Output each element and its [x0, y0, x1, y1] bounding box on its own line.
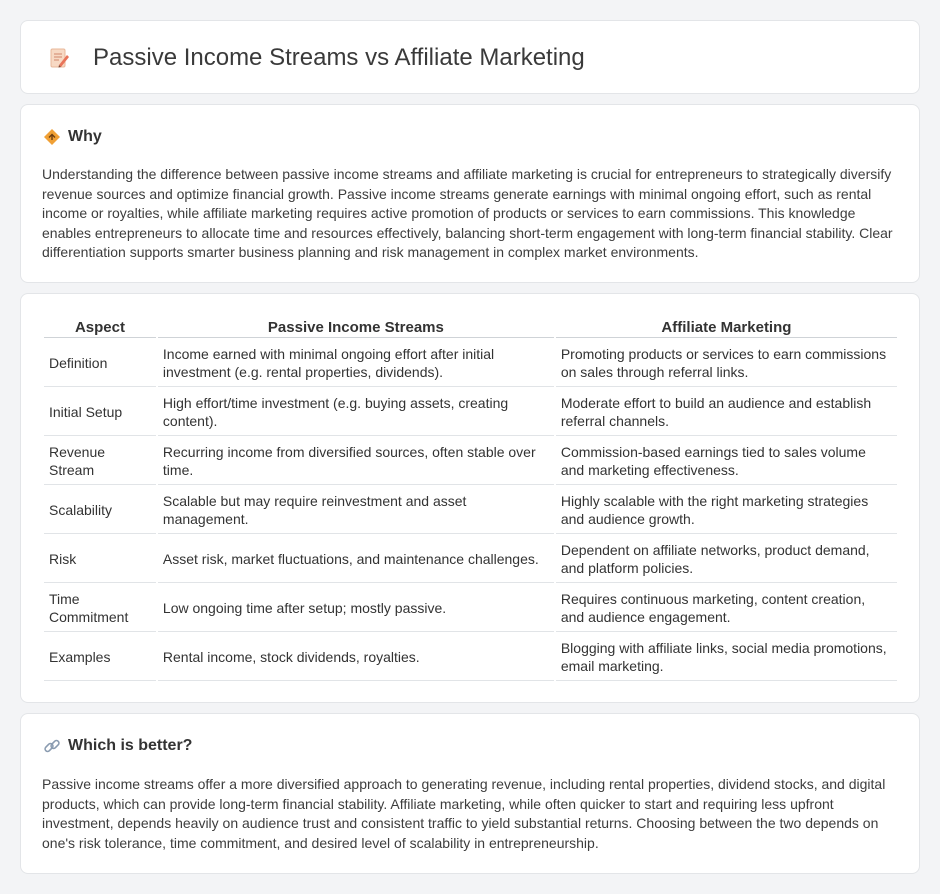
- aspect-cell: Revenue Stream: [44, 438, 156, 485]
- table-row: [44, 340, 897, 387]
- page-title: Passive Income Streams vs Affiliate Marketing: [93, 44, 585, 71]
- aspect-cell: Examples: [44, 634, 156, 681]
- table-row: [44, 634, 897, 681]
- affiliate-cell: Commission-based earnings tied to sales volume and marketing effectiveness.: [556, 438, 897, 485]
- aspect-cell: Initial Setup: [44, 389, 156, 436]
- aspect-cell: Time Commitment: [44, 585, 156, 632]
- header-aspect: Aspect: [44, 318, 156, 338]
- better-text: Passive income streams offer a more diversified approach to generating revenue, including rental properties, dividend stocks, and digital products, which can provide long-term financial stability. Affiliate marketing, while often quicker to start and requiring less upfront investment, depends heavily on audience trust and consistent traffic to yield substantial returns. Choosing between the two depends on one's risk tolerance, time commitment, and desired level of scalability in entrepreneurship.: [42, 776, 886, 851]
- memo-icon: [47, 46, 71, 70]
- warning-sign-icon: [43, 128, 61, 146]
- header-affiliate-marketing: Affiliate Marketing: [556, 318, 897, 338]
- passive-cell: Asset risk, market fluctuations, and maintenance challenges.: [158, 536, 554, 583]
- why-text: Understanding the difference between passive income streams and affiliate marketing is crucial for entrepreneurs to strategically diversify revenue sources and optimize financial growth. Passive income streams generate earnings with minimal ongoing effort, such as rental income or royalties, while affiliate marketing requires active promotion of products or services to earn commissions. This knowledge enables entrepreneurs to allocate time and resources effectively, balancing short-term engagement with long-term financial stability. Clear differentiation supports smarter business planning and risk management in complex market environments.: [42, 166, 893, 261]
- passive-cell: Rental income, stock dividends, royalties.: [158, 634, 554, 681]
- table-row: [44, 487, 897, 534]
- why-heading: [43, 127, 102, 147]
- comparison-section: [20, 293, 920, 703]
- table-row: [44, 389, 897, 436]
- better-heading: [43, 736, 192, 756]
- better-heading-label: Which is better?: [68, 737, 193, 754]
- why-section: [20, 104, 920, 283]
- passive-cell: Recurring income from diversified sources, often stable over time.: [158, 438, 554, 485]
- table-header-row: [44, 318, 897, 338]
- header-passive-income: Passive Income Streams: [158, 318, 554, 338]
- passive-cell: Scalable but may require reinvestment and asset management.: [158, 487, 554, 534]
- passive-cell: Income earned with minimal ongoing effort after initial investment (e.g. rental properties, dividends).: [158, 340, 554, 387]
- affiliate-cell: Blogging with affiliate links, social media promotions, email marketing.: [556, 634, 897, 681]
- passive-cell: High effort/time investment (e.g. buying assets, creating content).: [158, 389, 554, 436]
- why-heading-label: Why: [68, 128, 102, 145]
- table-row: [44, 536, 897, 583]
- affiliate-cell: Dependent on affiliate networks, product demand, and platform policies.: [556, 536, 897, 583]
- comparison-table: [42, 316, 899, 683]
- aspect-cell: Risk: [44, 536, 156, 583]
- passive-cell: Low ongoing time after setup; mostly passive.: [158, 585, 554, 632]
- table-row: [44, 585, 897, 632]
- affiliate-cell: Requires continuous marketing, content creation, and audience engagement.: [556, 585, 897, 632]
- which-is-better-section: [20, 713, 920, 874]
- affiliate-cell: Moderate effort to build an audience and establish referral channels.: [556, 389, 897, 436]
- table-row: [44, 438, 897, 485]
- title-card: [20, 20, 920, 94]
- aspect-cell: Scalability: [44, 487, 156, 534]
- link-icon: [43, 737, 61, 755]
- affiliate-cell: Highly scalable with the right marketing strategies and audience growth.: [556, 487, 897, 534]
- affiliate-cell: Promoting products or services to earn commissions on sales through referral links.: [556, 340, 897, 387]
- aspect-cell: Definition: [44, 340, 156, 387]
